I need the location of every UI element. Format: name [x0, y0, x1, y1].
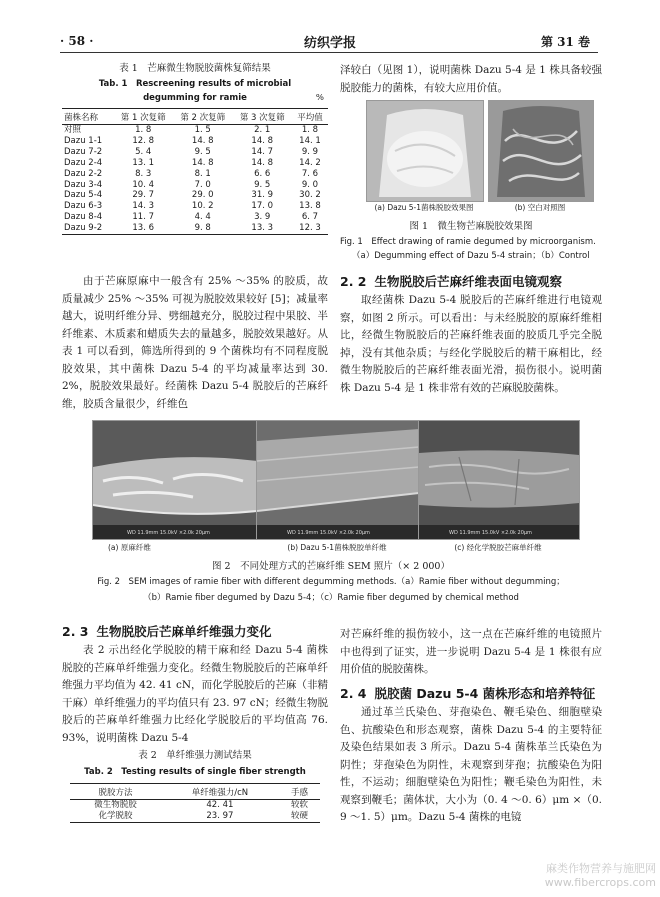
fig2-caption-cn: 图 2 不同处理方式的芒麻纤维 SEM 照片（× 2 000）	[212, 561, 450, 572]
right-paragraph-1: 泽较白（见图 1），说明菌株 Dazu 5-4 是 1 株具备较强脱胶能力的菌株，有较大应用价值。	[340, 64, 602, 94]
section-2-2-title: 生物脱胶后芒麻纤维表面电镜观察	[374, 274, 563, 289]
table-cell: 8. 1	[194, 168, 211, 179]
journal-name: 纺织学报	[303, 36, 356, 51]
fig2-sem-bio-graphic	[257, 421, 419, 539]
table1-title-cn: 表 1 芒麻微生物脱胶菌株复筛结果	[119, 63, 271, 74]
table-cell: 9. 9	[301, 146, 319, 157]
section-2-3-number: 2. 3	[62, 624, 89, 639]
table-cell: 13. 8	[299, 201, 321, 212]
table-cell: 31. 9	[251, 190, 274, 201]
table-cell: Dazu 1-1	[64, 135, 103, 146]
table1-header-cell: 第 1 次复筛	[113, 109, 173, 125]
table-cell: 12. 3	[292, 223, 328, 234]
table-cell: Dazu 3-4	[64, 179, 103, 190]
table1-title-en-1: Tab. 1 Rescreening results of microbial	[98, 79, 292, 89]
fig2-caption-en-1: Fig. 2 SEM images of ramie fiber with different degumming methods.（a）Ramie fiber without degumming；	[97, 577, 565, 587]
section-2-4-paragraph: 通过革兰氏染色、芽孢染色、鞭毛染色、细胞壁染色、抗酸染色和形态观察，菌株 Dazu 5-4 的主要特征及染色结果如表 3 所示。Dazu 5-4 菌株革兰氏染色为阴性；芽孢染色为阴性，未观察到芽孢；抗酸染色为阳性，不运动；细胞壁染色为阳性；鞭毛染色为阳性，未观察到鞭毛；菌体状，大小为（0. 4 ～0. 6）μm ×（0. 9 ～1. 5）μm。Dazu 5-4 菌株的电镜	[340, 706, 602, 823]
fig2-scale-text-a: WD 11.9mm 15.0kV ×2.0k 20μm	[127, 530, 210, 536]
table-cell: 17. 0	[251, 201, 274, 212]
fig2-scale-text-c: WD 11.9mm 15.0kV ×2.0k 20μm	[449, 530, 532, 536]
table1-header-cell: 平均值	[292, 109, 328, 125]
table-cell: Dazu 7-2	[64, 146, 103, 157]
fig1-caption-cn: 图 1 微生物芒麻脱胶效果图	[409, 221, 533, 232]
table2-header-cell: 手感	[279, 784, 320, 800]
table-row	[70, 811, 320, 822]
table-cell: 较硬	[279, 811, 320, 822]
table-cell: 14. 1	[299, 135, 321, 146]
table-cell: 9. 5	[254, 179, 271, 190]
table-cell: 7. 0	[194, 179, 211, 190]
fig2-image-a	[92, 420, 258, 540]
watermark	[520, 860, 656, 889]
table1-header-cell: 第 2 次复筛	[173, 109, 233, 125]
table-cell: Dazu 8-4	[64, 212, 103, 223]
table-cell: 对照	[64, 125, 82, 135]
table-cell: 10. 2	[191, 201, 214, 212]
table-cell: 42. 41	[206, 800, 234, 810]
table2-header-row	[70, 784, 320, 800]
fig2-image-b	[256, 420, 420, 540]
table2-title-en: Tab. 2 Testing results of single fiber strength	[84, 767, 306, 777]
fig1-flask-degummed-graphic	[367, 101, 483, 201]
table-row	[62, 212, 328, 223]
table-cell: 5. 4	[135, 146, 152, 157]
table-cell: 29. 7	[132, 190, 155, 201]
table-cell: Dazu 5-4	[64, 190, 103, 201]
table-cell: 14. 2	[299, 157, 321, 168]
table1-title-en-2: degumming for ramie	[143, 93, 247, 103]
table1-header-cell: 菌株名称	[62, 109, 113, 125]
table-cell: 1. 8	[135, 125, 152, 135]
table-cell: 1. 8	[301, 125, 319, 135]
table-cell: 较软	[290, 800, 308, 810]
fig2-scale-text-b: WD 11.9mm 15.0kV ×2.0k 20μm	[287, 530, 370, 536]
table-cell: 4. 4	[194, 212, 211, 223]
fig1-image-b	[488, 100, 594, 202]
table-cell: 13. 3	[232, 223, 292, 234]
volume-number: 第 31 卷	[540, 35, 590, 49]
fig1-flask-control-graphic	[489, 101, 593, 201]
table-row	[62, 158, 328, 169]
table-cell: 化学脱胶	[70, 811, 161, 822]
table-cell: 11. 7	[132, 212, 155, 223]
fig2-caption-en-2: （b）Ramie fiber degumed by Dazu 5-4；（c）Ramie fiber degumed by chemical method	[143, 593, 519, 603]
section-2-3-title: 生物脱胶后芒麻单纤维强力变化	[96, 624, 272, 639]
table-cell: 9. 8	[173, 223, 233, 234]
left-paragraph-1: 由于芒麻原麻中一般含有 25% ～35% 的胶质，故质量减少 25% ～35% 可视为脱胶效果较好 [5]；减量率越大，说明纤维分异、劈细越充分，脱胶过程中果胶、半纤维素、木质素和蜡质失去的量越多，脱胶效果越好。从表 1 可以看到，筛选所得到的 9 个菌株均有不同程度脱胶效果，其中菌株 Dazu 5-4 的平均减量率达到 30. 2%，脱胶效果最好。经菌株 Dazu 5-4 脱胶后的芒麻纤维，胶质含量很少，纤维色	[62, 275, 328, 410]
table-cell: 10. 4	[132, 179, 155, 190]
table1-header-cell: 第 3 次复筛	[232, 109, 292, 125]
fig1-caption-en-2: （a）Degumming effect of Dazu 5-4 strain；（b）Control	[352, 251, 590, 261]
table-cell: 7. 6	[301, 168, 319, 179]
table1-block	[62, 62, 328, 235]
table-cell: 13. 6	[113, 223, 173, 234]
table-row	[62, 125, 328, 136]
table-cell: Dazu 6-3	[64, 201, 103, 212]
table2-header-cell: 脱胶方法	[70, 784, 161, 800]
table-row	[62, 136, 328, 147]
fig2-sublabel-a: (a) 原麻纤维	[108, 543, 151, 552]
table-cell: 3. 9	[254, 212, 271, 223]
watermark-line-2: www.fibercrops.com	[544, 876, 656, 889]
section-2-2-heading	[340, 272, 602, 290]
table-cell: 9. 5	[194, 146, 211, 157]
section-2-4-number: 2. 4	[340, 686, 367, 701]
table-cell: Dazu 9-2	[62, 223, 113, 234]
table-cell: 14. 8	[251, 135, 274, 146]
fig2-sem-raw-graphic	[93, 421, 257, 539]
section-2-3-heading	[62, 622, 328, 640]
table1	[62, 108, 328, 235]
table-cell: 14. 7	[251, 146, 274, 157]
table-cell: Dazu 2-4	[64, 157, 103, 168]
table-cell: 29. 0	[191, 190, 214, 201]
table-cell: 14. 8	[251, 157, 274, 168]
fig2-sem-chem-graphic	[419, 421, 579, 539]
section-2-4-title: 脱胶菌 Dazu 5-4 菌株形态和培养特征	[374, 686, 596, 701]
table-row	[62, 190, 328, 201]
table2-title-cn: 表 2 单纤维强力测试结果	[138, 750, 252, 761]
watermark-line-1: 麻类作物营养与施肥网	[546, 862, 656, 875]
table1-unit: %	[315, 93, 324, 103]
fig2-sublabel-c: (c) 经化学脱胶芒麻单纤维	[454, 543, 542, 552]
section-2-3-paragraph: 表 2 示出经化学脱胶的精干麻和经 Dazu 5-4 菌株脱胶的芒麻单纤维强力变化。经微生物脱胶后的芒麻单纤维强力平均值为 42. 41 cN，而化学脱胶后的芒麻（非精干麻）单纤维强力的平均值只有 23. 97 cN；经微生物脱胶后的芒麻单纤维强力比经化学脱胶后的平均值高 76. 93%，说明菌株 Dazu 5-4	[62, 644, 328, 744]
section-2-2-paragraph: 取经菌株 Dazu 5-4 脱胶后的芒麻纤维进行电镜观察，如图 2 所示。可以看出：与未经脱胶的原麻纤维相比，经微生物脱胶后的芒麻纤维表面的胶质几乎完全脱掉，没有其他杂质；与经化学脱胶后的精干麻相比，经微生物脱胶后的芒麻纤维表面光滑，损伤很小。说明菌株 Dazu 5-4 是 1 株非常有效的芒麻脱胶菌株。	[340, 294, 602, 394]
page-header	[0, 0, 660, 52]
table-cell: Dazu 2-2	[64, 168, 103, 179]
header-rule	[60, 52, 598, 53]
table-row	[62, 147, 328, 158]
table-row	[62, 169, 328, 180]
table-cell: 8. 3	[135, 168, 152, 179]
table-cell: 微生物脱胶	[94, 800, 137, 810]
section-2-2-number: 2. 2	[340, 274, 367, 289]
fig1-sublabel-b: (b) 空白对照图	[514, 203, 566, 212]
table-cell: 9. 0	[301, 179, 319, 190]
table-cell: 6. 7	[301, 212, 319, 223]
table-cell: 14. 8	[191, 135, 214, 146]
table-row	[62, 201, 328, 212]
table1-header-row	[62, 109, 328, 125]
table-cell: 23. 97	[161, 811, 279, 822]
table-cell: 14. 8	[191, 157, 214, 168]
table-cell: 30. 2	[299, 190, 321, 201]
table-cell: 13. 1	[132, 157, 155, 168]
table-cell: 1. 5	[194, 125, 211, 135]
table-cell: 12. 8	[132, 135, 155, 146]
table-cell: 14. 3	[132, 201, 155, 212]
section-2-4-heading	[340, 684, 602, 702]
fig2-sublabel-b: (b) Dazu 5-1菌株脱胶单纤维	[287, 543, 387, 552]
table2-header-cell: 单纤维强力/cN	[161, 784, 279, 800]
table-row	[62, 180, 328, 191]
fig1-sublabel-a: (a) Dazu 5-1菌株脱胶效果图	[374, 203, 474, 212]
page-number: · 58 ·	[60, 34, 94, 48]
table-cell: 2. 1	[254, 125, 271, 135]
table-row	[70, 800, 320, 811]
right-paragraph-2: 对芒麻纤维的损伤较小，这一点在芒麻纤维的电镜照片中也得到了证实，进一步说明 Dazu 5-4 是 1 株很有应用价值的脱胶菌株。	[340, 628, 602, 675]
table-cell: 6. 6	[254, 168, 271, 179]
table-row	[62, 223, 328, 234]
fig1-image-a	[366, 100, 484, 202]
fig1-caption-en-1: Fig. 1 Effect drawing of ramie degumed by microorganism.	[340, 237, 596, 247]
table2-block	[62, 749, 328, 823]
fig2-image-c	[418, 420, 580, 540]
table2	[70, 783, 320, 823]
